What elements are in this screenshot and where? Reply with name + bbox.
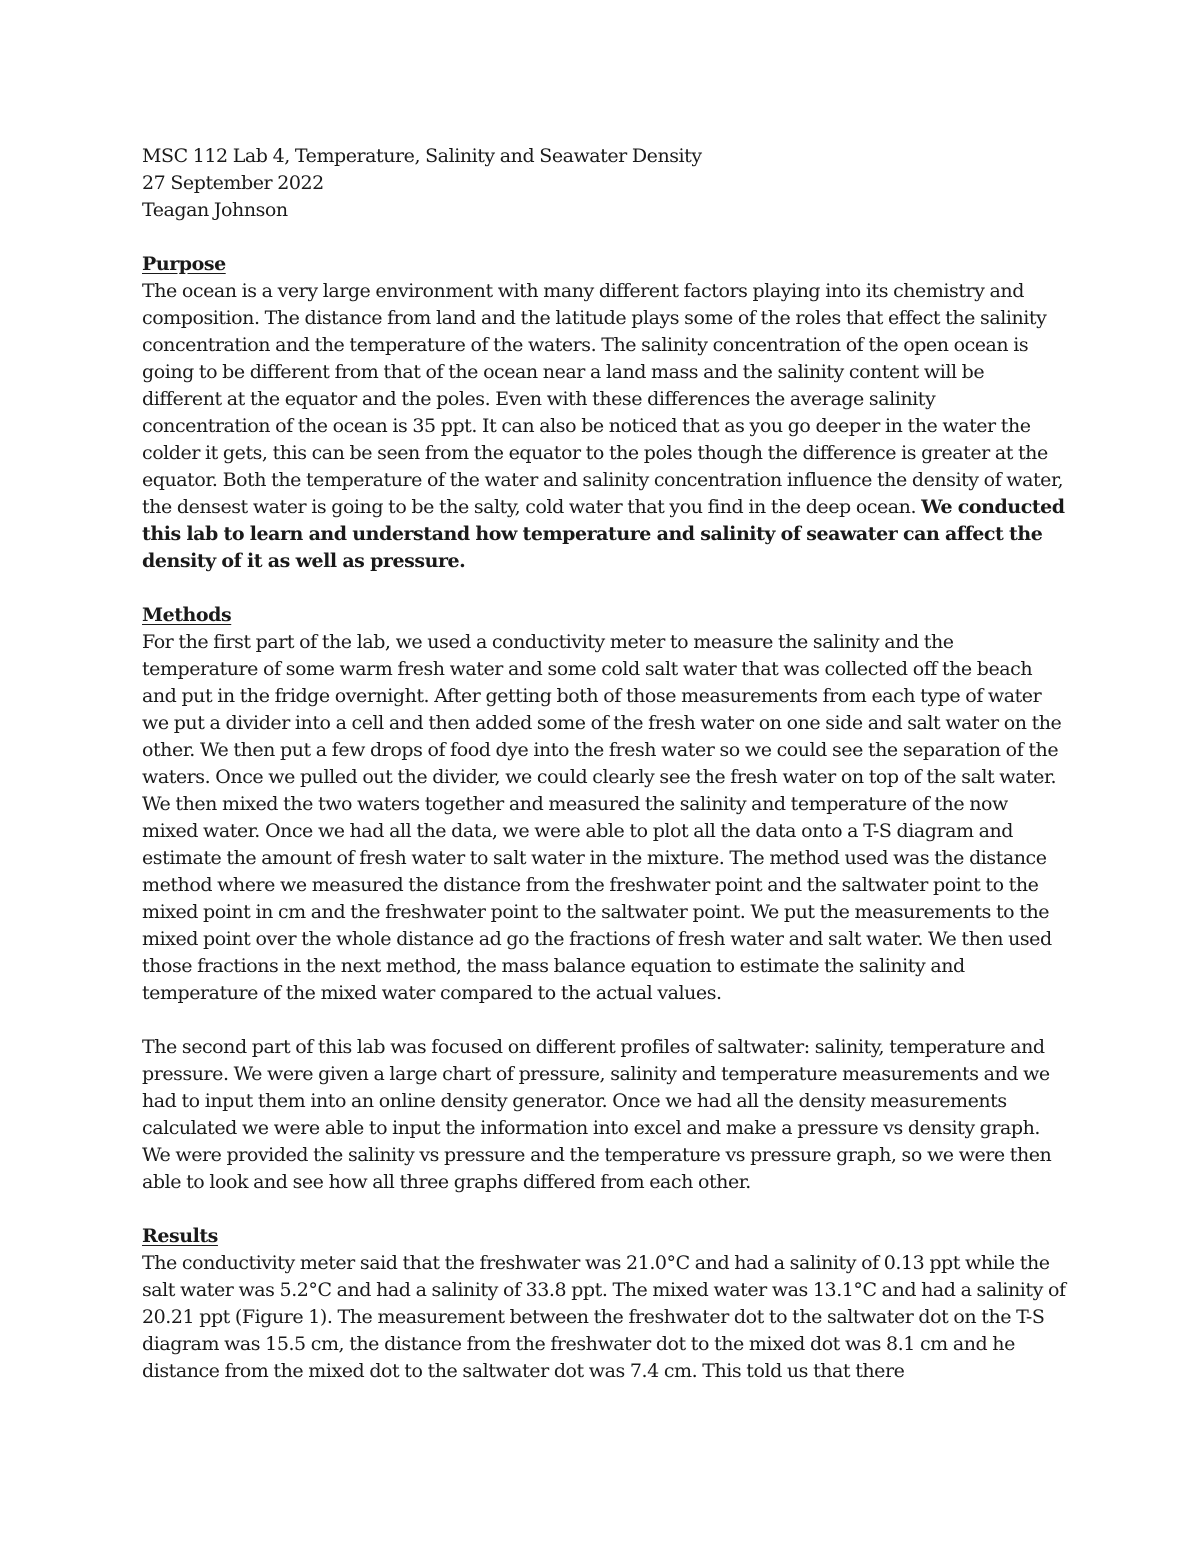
- document-date: 27 September 2022: [142, 172, 324, 194]
- document-author: Teagan Johnson: [142, 199, 288, 221]
- spacer: [142, 224, 1067, 251]
- purpose-heading: Purpose: [142, 253, 226, 275]
- results-heading: Results: [142, 1225, 218, 1247]
- purpose-bold-statement: We conducted this lab to learn and understand how temperature and salinity of seawater can affect the density of it as well as pressure.: [142, 496, 1065, 572]
- document-page: [142, 143, 1067, 1385]
- purpose-body: The ocean is a very large environment with many different factors playing into its chemistry and composition. The distance from land and the latitude plays some of the roles that effect the salinity concentration and the temperature of the waters. The salinity concentration of the open ocean is going to be different from that of the ocean near a land mass and the salinity content will be different at the equator and the poles. Even with these differences the average salinity concentration of the ocean is 35 ppt. It can also be noticed that as you go deeper in the water the colder it gets, this can be seen from the equator to the poles though the difference is greater at the equator. Both the temperature of the water and salinity concentration influence the density of water, the densest water is going to be the salty, cold water that you find in the deep ocean.: [142, 280, 1064, 518]
- spacer: [142, 1196, 1067, 1223]
- methods-paragraph-2: The second part of this lab was focused on different profiles of saltwater: salinity, temperature and pressure. We were given a large chart of pressure, salinity and temperature measurements and we had to input them into an online density generator. Once we had all the density measurements calculated we were able to input the information into excel and make a pressure vs density graph. We were provided the salinity vs pressure and the temperature vs pressure graph, so we were then able to look and see how all three graphs differed from each other.: [142, 1036, 1052, 1193]
- results-paragraph: The conductivity meter said that the freshwater was 21.0°C and had a salinity of 0.13 ppt while the salt water was 5.2°C and had a salinity of 33.8 ppt. The mixed water was 13.1°C and had a salinity of 20.21 ppt (Figure 1). The measurement between the freshwater dot to the saltwater dot on the T-S diagram was 15.5 cm, the distance from the freshwater dot to the mixed dot was 8.1 cm and he distance from the mixed dot to the saltwater dot was 7.4 cm. This told us that there: [142, 1252, 1066, 1382]
- document-title: MSC 112 Lab 4, Temperature, Salinity and Seawater Density: [142, 145, 702, 167]
- purpose-paragraph: [142, 278, 1067, 575]
- methods-heading: Methods: [142, 604, 232, 626]
- spacer: [142, 1007, 1067, 1034]
- spacer: [142, 575, 1067, 602]
- methods-paragraph-1: For the first part of the lab, we used a conductivity meter to measure the salinity and the temperature of some warm fresh water and some cold salt water that was collected off the beach and put in the fridge overnight. After getting both of those measurements from each type of water we put a divider into a cell and then added some of the fresh water on one side and salt water on the other. We then put a few drops of food dye into the fresh water so we could see the separation of the waters. Once we pulled out the divider, we could clearly see the fresh water on top of the salt water. We then mixed the two waters together and measured the salinity and temperature of the now mixed water. Once we had all the data, we were able to plot all the data onto a T-S diagram and estimate the amount of fresh water to salt water in the mixture. The method used was the distance method where we measured the distance from the freshwater point and the saltwater point to the mixed point in cm and the freshwater point to the saltwater point. We put the measurements to the mixed point over the whole distance ad go the fractions of fresh water and salt water. We then used those fractions in the next method, the mass balance equation to estimate the salinity and temperature of the mixed water compared to the actual values.: [142, 631, 1062, 1004]
